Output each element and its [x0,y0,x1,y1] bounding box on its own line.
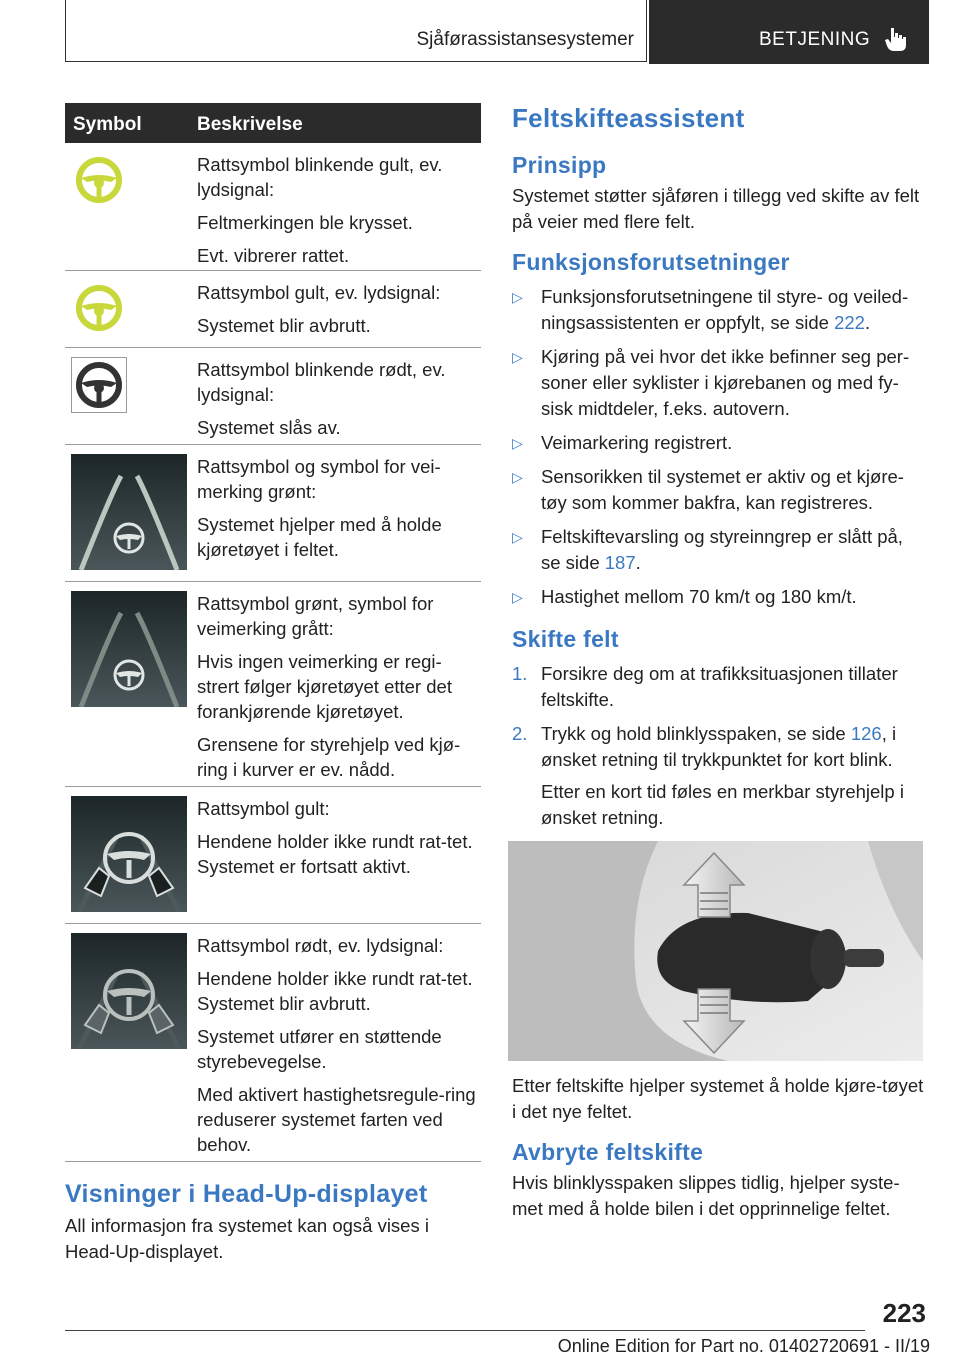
row-description [197,787,481,889]
list-item: ▷ Funksjonsforutsetningene til styre- og veiled-ningsassistenten er oppfylt, se side 222. [512,286,909,333]
section-title: Sjåførassistansesystemer [416,29,634,50]
list-item: ▷ Sensorikken til systemet er aktiv og et kjøre-tøy som kommer bakfra, kan registreres. [512,466,904,513]
wheel-red-icon [71,357,127,418]
hands-off-wheel-red-icon [71,933,187,1054]
desc-text: Grensene for styrehjelp ved kjø-ring i kurver er ev. nådd. [197,734,461,780]
requirements-list [512,284,926,610]
prinsipp-heading: Prinsipp [512,152,607,178]
chapter-tab [649,0,929,64]
wheel-yellow-icon [71,280,127,341]
triangle-bullet-icon: ▷ [512,435,523,451]
row-description [197,143,481,278]
lanes-wheel-grey-icon [71,591,187,712]
list-item: ▷ Hastighet mellom 70 km/t og 180 km/t. [512,584,926,610]
step-item: 2. Trykk og hold blinklysspaken, se side 126, i ønsket retning til trykkpunktet for kort blink. Etter en kort tid føles en merkbar styrehjelp i ønsket retning. [512,721,926,831]
desc-text: Rattsymbol blinkende gult, ev. lydsignal: [197,154,443,200]
row-description [197,348,481,450]
page-link[interactable]: 187 [604,552,636,573]
desc-text: Evt. vibrerer rattet. [197,245,350,266]
lanes-wheel-green-icon [71,454,187,575]
column-header-symbol: Symbol [73,114,142,135]
triangle-bullet-icon: ▷ [512,349,523,365]
table-row [65,582,481,787]
list-item: ▷ Kjøring på vei hvor det ikke befinner seg per-soner eller syklister i kjørebanen og med fy-sisk midtdeler, f.eks. autovern. [512,346,910,419]
desc-text: Systemet slås av. [197,417,341,438]
right-column [512,103,926,1222]
avbryte-heading: Avbryte feltskifte [512,1139,704,1165]
list-item: ▷ Feltskiftevarsling og styreinngrep er slått på, se side 187. [512,526,903,573]
page-link[interactable]: 222 [834,312,865,333]
footer-edition: Online Edition for Part no. 01402720691 - II/19 [557,1336,930,1356]
desc-text: Systemet hjelper med å holde kjøretøyet i feltet. [197,514,442,560]
page-link[interactable]: 126 [850,723,882,744]
table-row [65,143,481,271]
avbryte-text: Hvis blinklysspaken slippes tidlig, hjelper syste-met med å holde bilen i det opprinnelige feltet. [512,1172,900,1219]
page-number: 223 [882,1298,926,1328]
row-description [197,924,481,1167]
table-row [65,787,481,924]
hud-heading: Visninger i Head-Up-displayet [65,1180,428,1208]
section-tab [65,0,647,62]
desc-text: Hvis ingen veimerking er regi-strert følger kjøretøyet etter det forankjørende kjøretøyet. [197,651,452,722]
row-description [197,582,481,792]
chapter-title: BETJENING [759,29,871,50]
prinsipp-text: Systemet støtter sjåføren i tillegg ved skifte av felt på veier med flere felt. [512,185,920,232]
row-description [197,271,481,348]
step-item: 1. Forsikre deg om at trafikksituasjonen tillater feltskifte. [512,663,898,710]
page-header [65,0,929,64]
triangle-bullet-icon: ▷ [512,289,523,305]
turn-signal-lever-image [508,841,923,1061]
table-row [65,348,481,445]
footer-divider [65,1330,865,1331]
steps-list [512,661,926,831]
table-row [65,445,481,582]
table-row [65,924,481,1162]
triangle-bullet-icon: ▷ [512,589,523,605]
desc-text: Rattsymbol gult: [197,798,330,819]
funksjon-heading: Funksjonsforutsetninger [512,249,790,275]
step-number: 1. [512,663,528,684]
desc-text: Hendene holder ikke rundt rat-tet. Systemet blir avbrutt. [197,968,473,1014]
step-note: Etter en kort tid føles en merkbar styrehjelp i ønsket retning. [541,781,904,828]
desc-text: Hendene holder ikke rundt rat-tet. Systemet er fortsatt aktivt. [197,831,473,877]
wheel-yellow-icon [71,152,127,213]
list-item: ▷ Veimarkering registrert. [512,430,926,456]
desc-text: Rattsymbol grønt, symbol for veimerking grått: [197,593,434,639]
hand-pointer-icon [885,26,907,52]
desc-text: Rattsymbol gult, ev. lydsignal: [197,282,441,303]
after-text: Etter feltskifte hjelper systemet å holde kjøre-tøyet i det nye feltet. [512,1075,924,1122]
column-header-description: Beskrivelse [197,114,303,135]
desc-text: Systemet blir avbrutt. [197,315,371,336]
skifte-heading: Skifte felt [512,626,619,652]
desc-text: Rattsymbol og symbol for vei-merking grønt: [197,456,441,502]
desc-text: Systemet utfører en støttende styrebevegelse. [197,1026,442,1072]
hud-text: All informasjon fra systemet kan også vises i Head-Up-displayet. [65,1215,429,1262]
desc-text: Feltmerkingen ble krysset. [197,212,413,233]
desc-text: Rattsymbol blinkende rødt, ev. lydsignal: [197,359,446,405]
main-heading: Feltskifteassistent [512,103,745,133]
hands-off-wheel-yellow-icon [71,796,187,917]
triangle-bullet-icon: ▷ [512,469,523,485]
desc-text: Med aktivert hastighetsregule-ring reduserer systemet farten ved behov. [197,1084,476,1155]
step-number: 2. [512,723,528,744]
symbol-table [65,103,481,1162]
desc-text: Rattsymbol rødt, ev. lydsignal: [197,935,444,956]
row-description [197,445,481,572]
table-row [65,271,481,348]
hud-section [65,1180,481,1265]
triangle-bullet-icon: ▷ [512,529,523,545]
table-header [65,103,481,143]
